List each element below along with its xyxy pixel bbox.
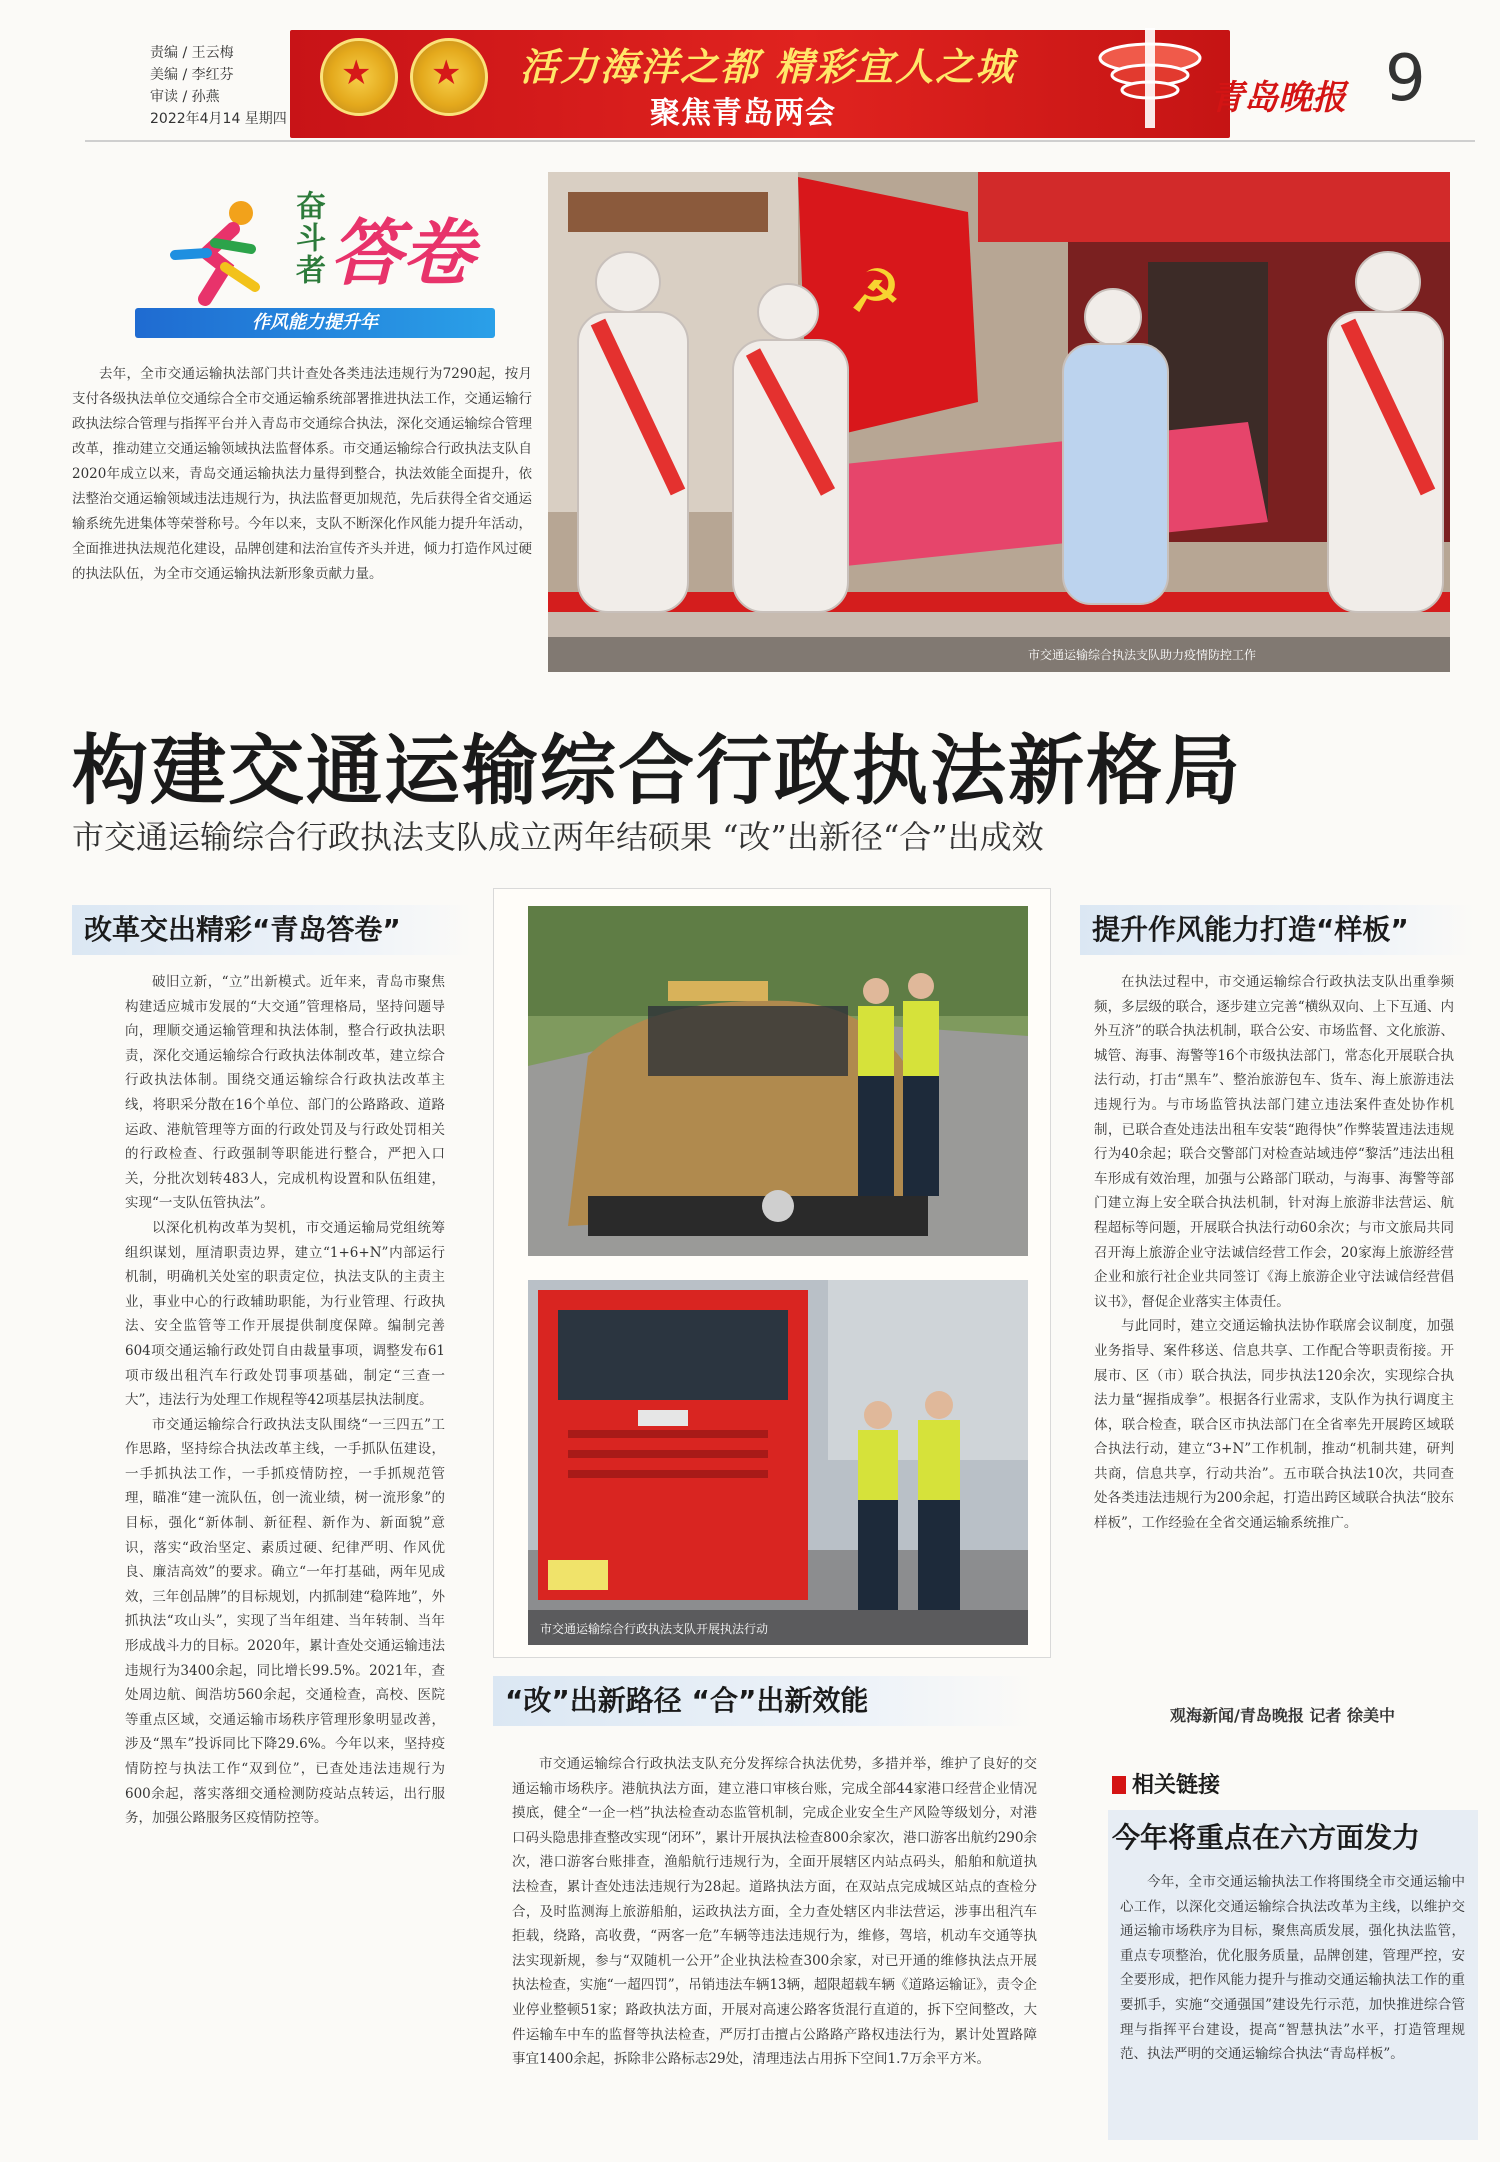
main-photo (548, 172, 1450, 672)
banner (290, 30, 1230, 138)
main-photo-caption: 市交通运输综合执法支队助力疫情防控工作 (1028, 648, 1257, 662)
column-logo (125, 180, 515, 350)
runner-icon (155, 195, 275, 315)
editor-line: 美编 / 李红芬 (150, 67, 234, 83)
center-column (512, 1752, 1037, 2072)
svg-text:☭: ☭ (848, 257, 902, 327)
left-paragraph: 以深化机构改革为契机，市交通运输局党组统筹组织谋划，厘清职责边界，建立“1+6+N”内部运行机制，明确机关处室的职责定位，执法支队的主责主业，事业中心的行政辅助职能，为行业管理、行政执法、安全监管等工作开展提供制度保障。编制完善604项交通运输行政处罚自由裁量事项，调整发布61项市级出租汽车行政处罚事项基础，制定“三查一大”，违法行为处理工作规程等42项基层执法制度。 (125, 1219, 445, 1409)
editor-line: 责编 / 王云梅 (150, 45, 234, 61)
related-link-tag (1112, 1768, 1220, 1799)
paper-name: 青岛晚报 (1210, 78, 1346, 118)
left-paragraph: 破旧立新，“立”出新模式。近年来，青岛市聚焦构建适应城市发展的“大交通”管理格局，坚持问题导向，理顺交通运输管理和执法体制，整合行政执法职责，深化交通运输综合行政执法体制改革，建立综合行政执法体制。围绕交通运输综合行政执法改革主线，将职采分散在16个单位、部门的公路路政、道路运政、港航管理等方面的行政处罚及与行政处罚相关的行政检查、行政强制等职能进行整合，严把入口关，分批次划转483人，完成机构设置和队伍组建，实现“一支队伍管执法”。 (125, 974, 445, 1212)
main-photo-image (548, 172, 1450, 672)
banner-section: 聚焦青岛两会 (650, 96, 836, 131)
truck-photo-caption: 市交通运输综合行政执法支队开展执法行动 (540, 1622, 769, 1636)
left-column (125, 970, 445, 1831)
related-text (1120, 1870, 1465, 2067)
cppcc-emblem-icon: ★ (410, 38, 488, 116)
date-line: 2022年4月14 星期四 (150, 111, 287, 127)
byline: 观海新闻/青岛晚报 记者 徐美中 (1170, 1706, 1395, 1725)
section-heading-center: “改”出新路径 “合”出新效能 (493, 1676, 1033, 1726)
taxi-inspection-photo (528, 906, 1028, 1256)
headline: 构建交通运输综合行政执法新格局 (72, 726, 1242, 815)
related-title: 今年将重点在六方面发力 (1112, 1821, 1421, 1854)
taxi-photo-image (528, 906, 1028, 1256)
related-link-label: 相关链接 (1132, 1773, 1221, 1798)
tower-icon (1095, 20, 1205, 140)
truck-photo-image (528, 1280, 1028, 1645)
right-paragraph: 与此同时，建立交通运输执法协作联席会议制度，加强业务指导、案件移送、信息共享、工作配合等职责衔接。开展市、区（市）联合执法，同步执法120余次，实现综合执法力量“握指成拳”。根据各行业需求，支队作为执行调度主体，联合检查，联合区市执法部门在全省率先开展跨区域联合执法行动，建立“3+N”工作机制，推动“机制共建，研判共商，信息共享，行动共治”。五市联合执法10次，共同查处各类违法违规行为200余起，打造出跨区域联合执法“胶东样板”，工作经验在全省交通运输系统推广。 (1094, 1318, 1454, 1532)
logo-vertical-text: 奋斗者 (290, 190, 325, 286)
red-square-icon (1112, 1776, 1126, 1794)
masthead (0, 0, 1500, 140)
section-heading-left: 改革交出精彩“青岛答卷” (72, 905, 472, 955)
logo-title: 答卷 (330, 210, 475, 295)
page-number: 9 (1385, 42, 1426, 116)
right-column (1094, 970, 1454, 1536)
editor-info (150, 42, 287, 130)
center-paragraph: 市交通运输综合行政执法支队充分发挥综合执法优势，多措并举，维护了良好的交通运输市场秩序。港航执法方面，建立港口审核台账，完成全部44家港口经营企业情况摸底，健全“一企一档”执法检查动态监管机制，完成企业安全生产风险等级划分，对港口码头隐患排查整改实现“闭环”，累计开展执法检查800余家次，港口游客出航约290余次，港口游客台账排查，渔船航行违规行为，全面开展辖区内站点码头，船舶和航道执法检查，累计查处违法违规行为28起。道路执法方面，在双站点完成城区站点的查检分合，及时监测海上旅游船舶，运政执法方面，全力查处辖区内非法营运，涉事出租汽车拒载，绕路，高收费，“两客一危”车辆等违法违规行为，维修，驾培，机动车交通等执法实现新规，参与“双随机一公开”企业执法检查300余家，对已开通的维修执法点开展执法检查，实施“一超四罚”，吊销违法车辆13辆，超限超载车辆《道路运输证》，责令企业停业整顿51家；路政执法方面，开展对高速公路客货混行直道的，拆下空间整改，大件运输车中车的监督等执法检查，严厉打击擅占公路路产路权违法行为，累计处置路障事宜1400余起，拆除非公路标志29处，清理违法占用拆下空间1.7万余平方米。 (512, 1756, 1037, 2068)
left-paragraph: 市交通运输综合行政执法支队围绕“一三四五”工作思路，坚持综合执法改革主线，一手抓队伍建设，一手抓执法工作，一手抓疫情防控，一手抓规范管理，瞄准“建一流队伍，创一流业绩，树一流形象”的目标，强化“新体制、新征程、新作为、新面貌”意识，落实“政治坚定、素质过硬、纪律严明、作风优良、廉洁高效”的要求。确立“一年打基础，两年见成效，三年创品牌”的目标规划，内抓制建“稳阵地”，外抓执法“攻山头”，实现了当年组建、当年转制、当年形成战斗力的目标。2020年，累计查处交通运输违法违规行为3400余起，同比增长99.5%。2021年，查处周边航、闽浩坊560余起，交通检查，高校、医院等重点区域，交通运输市场秩序管理形象明显改善，涉及“黑车”投诉同比下降29.6%。今年以来，坚持疫情防控与执法工作“双到位”，已查处违法违规行为600余起，落实落细交通检测防疫站点转运，出行服务，加强公路服务区疫情防控等。 (125, 1416, 445, 1827)
editor-line: 审读 / 孙燕 (150, 89, 220, 105)
subheadline: 市交通运输综合行政执法支队成立两年结硕果 “改”出新径“合”出成效 (72, 818, 1044, 856)
national-emblem-icon: ★ (320, 38, 398, 116)
header-divider (85, 140, 1475, 142)
truck-inspection-photo (528, 1280, 1028, 1645)
logo-band: 作风能力提升年 (135, 308, 495, 338)
section-heading-right: 提升作风能力打造“样板” (1080, 905, 1475, 955)
intro-paragraph: 去年，全市交通运输执法部门共计查处各类违法违规行为7290起，按月支付各级执法单位交通综合全市交通运输系统部署推进执法工作，交通运输行政执法综合管理与指挥平台并入青岛市交通综合执法，深化交通运输综合管理改革，推动建立交通运输领域执法监督体系。市交通运输综合行政执法支队自2020年成立以来，青岛交通运输执法力量得到整合，执法效能全面提升，依法整治交通运输领域违法违规行为，执法监督更加规范，先后获得全省交通运输系统先进集体等荣誉称号。今年以来，支队不断深化作风能力提升年活动，全面推进执法规范化建设，品牌创建和法治宣传齐头并进，倾力打造作风过硬的执法队伍，为全市交通运输执法新形象贡献力量。 (72, 366, 532, 582)
related-paragraph: 今年，全市交通运输执法工作将围绕全市交通运输中心工作，以深化交通运输综合执法改革为主线，以维护交通运输市场秩序为目标，聚焦高质发展，强化执法监管，重点专项整治，优化服务质量，品牌创建，管理严控，安全要形成，把作风能力提升与推动交通运输执法工作的重要抓手，实施“交通强国”建设先行示范，加快推进综合管理与指挥平台建设，提高“智慧执法”水平，打造管理规范、执法严明的交通运输综合执法“青岛样板”。 (1120, 1874, 1465, 2063)
right-paragraph: 在执法过程中，市交通运输综合行政执法支队出重拳频频，多层级的联合，逐步建立完善“横纵双向、上下互通、内外互济”的联合执法机制，联合公安、市场监督、文化旅游、城管、海事、海警等16个市级执法部门，常态化开展联合执法行动，打击“黑车”、整治旅游包车、货车、海上旅游违法违规行为。与市场监管执法部门建立违法案件查处协作机制，已联合查处违法出租车安装“跑得快”作弊装置违法违规行为40余起；联合交警部门对检查站域违停“黎活”违法出租车形成有效治理，加强与公路部门联动，与海事、海警等部门建立海上安全联合执法机制，针对海上旅游非法营运、航程超标等问题，开展联合执法行动60余次；与市文旅局共同召开海上旅游企业守法诚信经营工作会，20家海上旅游经营企业和旅行社企业共同签订《海上旅游企业守法诚信经营倡议书》，督促企业落实主体责任。 (1094, 974, 1454, 1310)
banner-slogan: 活力海洋之都 精彩宜人之城 (520, 44, 1016, 89)
